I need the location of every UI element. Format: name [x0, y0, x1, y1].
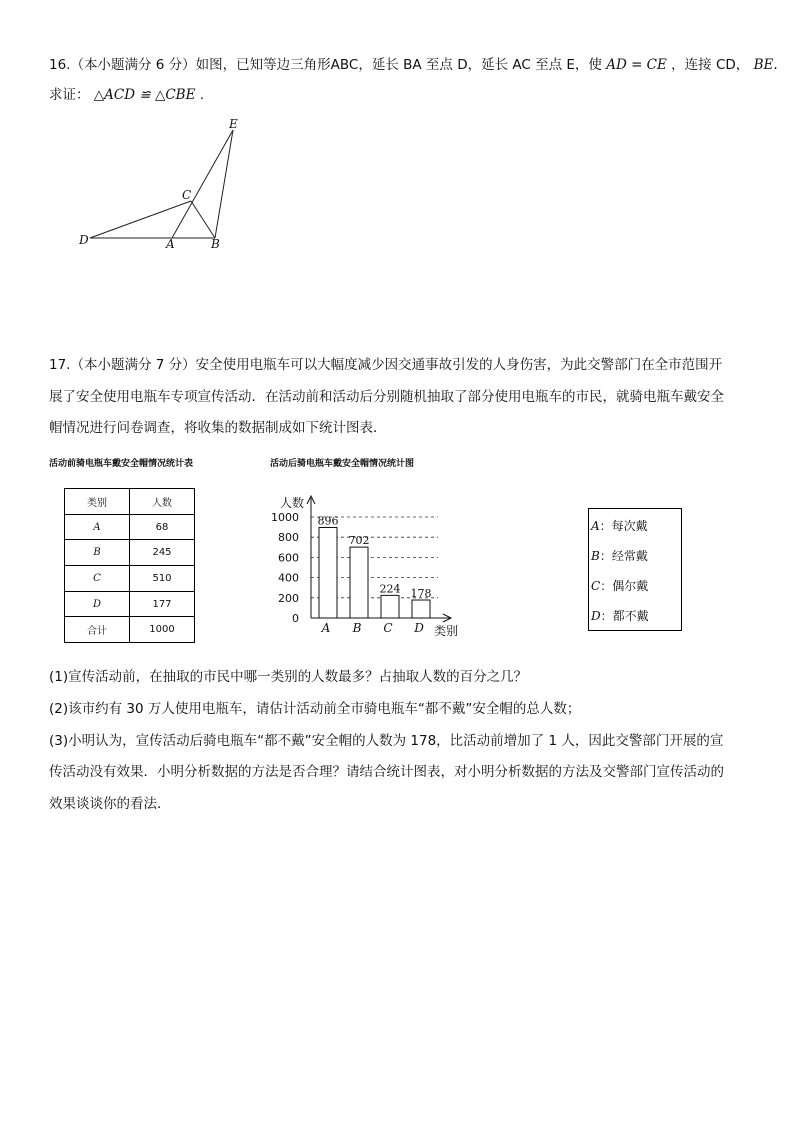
- q17-sub-3-line-2: 传活动没有效果．小明分析数据的方法是否合理？请结合统计图表，对小明分析数据的方法及交警部门宣传活动的: [49, 764, 724, 780]
- bar: [319, 528, 337, 618]
- label-c: C: [182, 188, 192, 202]
- table-cell-category: C: [65, 566, 130, 592]
- label-d: D: [79, 233, 89, 247]
- legend-item: [591, 607, 649, 624]
- q16-period: .: [199, 87, 205, 103]
- table-cell-count: 68: [130, 514, 195, 540]
- legend-key: C: [591, 579, 601, 593]
- legend-text: ：经常戴: [599, 549, 648, 563]
- table-cell-count: 510: [130, 566, 195, 592]
- y-tick-label: 600: [278, 551, 299, 565]
- x-tick-label: B: [352, 621, 362, 635]
- legend-item: [591, 517, 648, 534]
- legend-item: [591, 547, 648, 564]
- q16-equation: AD = CE: [606, 57, 667, 73]
- x-tick-label: C: [383, 621, 393, 635]
- table-cell-count: 177: [130, 591, 195, 617]
- legend-text: ：每次戴: [599, 519, 648, 533]
- category-legend: [588, 508, 682, 631]
- table-header-row: [65, 489, 195, 515]
- table-header-count: 人数: [130, 489, 195, 515]
- table-row-total: [65, 617, 195, 643]
- bar-value-label: 178: [410, 587, 432, 601]
- label-b: B: [211, 237, 220, 251]
- chart-title: 活动后骑电瓶车戴安全帽情况统计图: [270, 459, 415, 469]
- table-row: [65, 514, 195, 540]
- table-row: [65, 540, 195, 566]
- q16-line-2: [49, 87, 204, 103]
- table-header-category: 类别: [65, 489, 130, 515]
- y-tick-label: 400: [278, 571, 299, 585]
- q16-text-a: 16.（本小题满分 6 分）如图，已知等边三角形ABC，延长 BA 至点 D，延长 AC 至点 E，使: [49, 57, 602, 73]
- y-tick-label: 200: [278, 591, 299, 605]
- table-row: [65, 591, 195, 617]
- q17-sub-1: (1)宣传活动前，在抽取的市民中哪一类别的人数最多？占抽取人数的百分之几？: [49, 669, 528, 685]
- q17-line-3: 帽情况进行问卷调查，将收集的数据制成如下统计图表．: [49, 420, 387, 436]
- segment-ae: [172, 130, 233, 238]
- q17-sub-3-line-1: (3)小明认为，宣传活动后骑电瓶车“都不戴”安全帽的人数为 178，比活动前增加了 1 人，因此交警部门开展的宣: [49, 733, 724, 749]
- q16-line-1: [49, 57, 778, 73]
- legend-item: [591, 577, 648, 594]
- bar: [381, 595, 399, 618]
- q17-sub-3-line-3: 效果谈谈你的看法．: [49, 796, 171, 812]
- segment-be: [215, 130, 233, 238]
- q17-line-2: 展了安全使用电瓶车专项宣传活动．在活动前和活动后分别随机抽取了部分使用电瓶车的市民，就骑电瓶车戴安全: [49, 389, 724, 405]
- x-tick-label: D: [414, 621, 424, 635]
- table-cell-total-label: 合计: [65, 617, 130, 643]
- after-bar-chart: [268, 490, 468, 640]
- table-cell-category: B: [65, 540, 130, 566]
- q16-congruence: △ACD ≌ △CBE: [93, 87, 196, 103]
- table-cell-category: D: [65, 591, 130, 617]
- q16-text-b: ，连接 CD，: [671, 57, 750, 73]
- before-stats-table: [64, 488, 195, 643]
- table-cell-total: 1000: [130, 617, 195, 643]
- y-tick-label: 800: [278, 531, 299, 545]
- q17-sub-2: (2)该市约有 30 万人使用电瓶车，请估计活动前全市骑电瓶车“都不戴”安全帽的总人数；: [49, 701, 581, 717]
- legend-text: ：都不戴: [600, 609, 649, 623]
- table-cell-category: A: [65, 514, 130, 540]
- table-title: 活动前骑电瓶车戴安全帽情况统计表: [49, 459, 194, 469]
- bar: [350, 547, 368, 618]
- segment-cb: [191, 201, 215, 238]
- q16-be: BE.: [753, 57, 778, 73]
- legend-text: ：偶尔戴: [600, 579, 649, 593]
- q17-line-1: 17.（本小题满分 7 分）安全使用电瓶车可以大幅度减少因交通事故引发的人身伤害，为此交警部门在全市范围开: [49, 357, 723, 373]
- x-axis-label: 类别: [434, 624, 459, 638]
- y-tick-label: 0: [292, 612, 299, 625]
- bar-value-label: 896: [317, 514, 339, 528]
- label-a: A: [166, 237, 175, 251]
- legend-key: A: [591, 519, 600, 533]
- legend-key: B: [591, 549, 600, 563]
- bar: [412, 600, 430, 618]
- segment-dc: [90, 201, 191, 238]
- bar-value-label: 224: [379, 582, 401, 596]
- label-e: E: [229, 117, 238, 131]
- x-tick-label: A: [321, 621, 331, 635]
- q16-prove-label: 求证：: [49, 87, 90, 103]
- legend-key: D: [591, 609, 601, 623]
- y-tick-label: 1000: [271, 511, 299, 524]
- table-row: [65, 566, 195, 592]
- bar-value-label: 702: [348, 534, 370, 548]
- table-cell-count: 245: [130, 540, 195, 566]
- y-axis-label: 人数: [280, 496, 305, 510]
